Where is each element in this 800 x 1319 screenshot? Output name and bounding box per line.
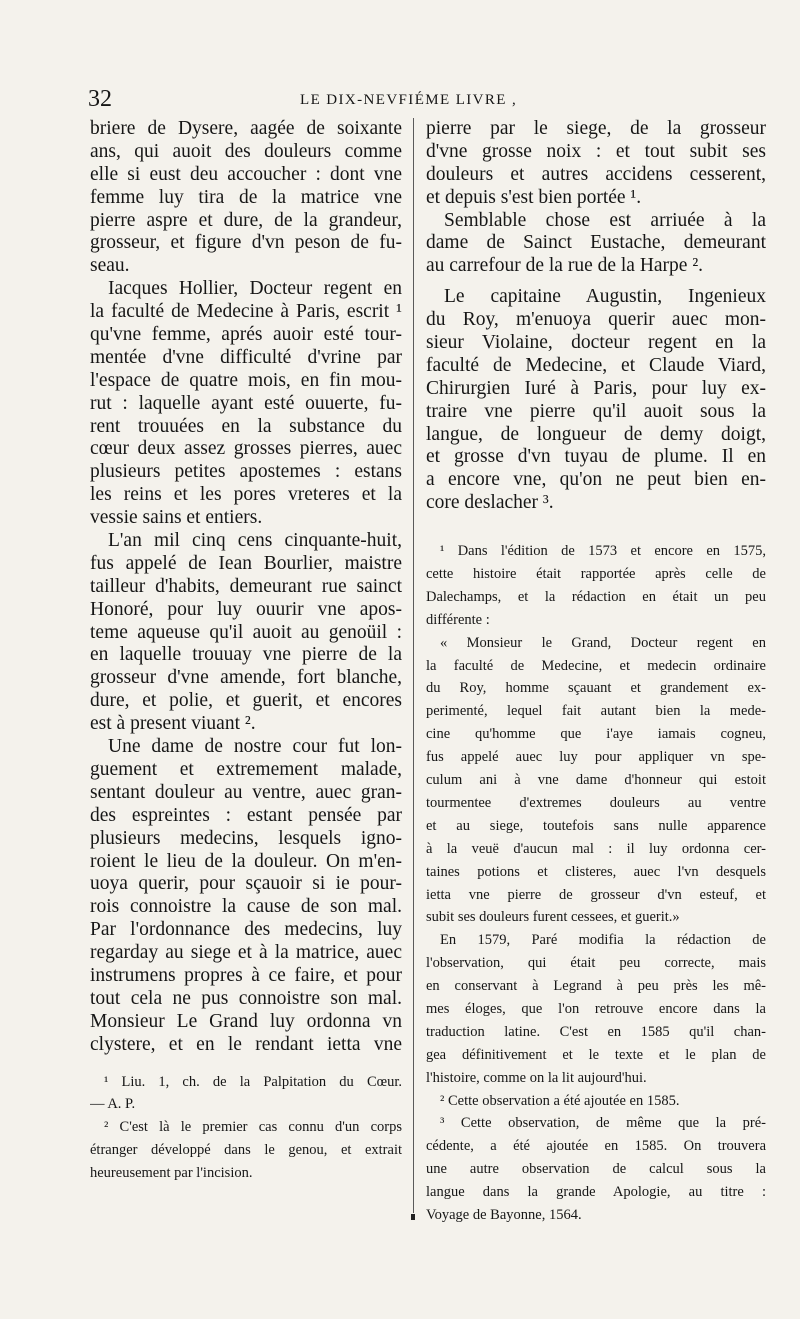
- text-line: seau.: [90, 255, 130, 277]
- text-line: clystere, et en le rendant ietta vne: [90, 1033, 402, 1055]
- footnote-line: tourmentee d'extremes douleurs au ventre: [426, 794, 766, 811]
- text-line: d'vne grosse noix : et tout subit ses: [426, 140, 766, 162]
- text-line: plusieurs petites apostemes : estans: [90, 461, 402, 483]
- footnote-line: langue dans la grande Apologie, au titre :: [426, 1184, 766, 1201]
- text-line: core deslacher ³.: [426, 492, 554, 514]
- right-body-text: [426, 118, 766, 515]
- text-line: pierre aspre et dure, de la grandeur,: [90, 209, 402, 231]
- text-line: Monsieur Le Grand luy ordonna vn: [90, 1010, 402, 1032]
- text-line: grosseur d'vne amende, fort blanche,: [90, 667, 402, 689]
- text-line: uoya querir, pour sçauoir si ie pour-: [90, 873, 402, 895]
- text-line: rut : laquelle ayant esté ouuerte, fu-: [90, 392, 402, 414]
- footnote-line: — A. P.: [90, 1096, 136, 1113]
- text-line: tout cela ne pus connoistre son mal.: [90, 987, 402, 1009]
- footnote-line: « Monsieur le Grand, Docteur regent en: [440, 634, 766, 651]
- text-line: guement et extremement malade,: [90, 758, 402, 780]
- right-footnotes: [426, 540, 766, 1227]
- footnote-line: culum ani à vne dame d'honneur qui estoit: [426, 772, 766, 789]
- text-line: plusieurs medecins, lesquels igno-: [90, 827, 402, 849]
- footnote-line: ¹ Dans l'édition de 1573 et encore en 1575,: [440, 543, 766, 560]
- text-line: grosseur, et figure d'vn peson de fu-: [90, 232, 402, 254]
- text-line: Une dame de nostre cour fut lon-: [108, 736, 402, 758]
- footnote-line: du Roy, homme sçauant et grandement ex-: [426, 680, 766, 697]
- text-line: des espreintes : estant pensée par: [90, 804, 402, 826]
- text-line: instrumens propres à ce faire, et pour: [90, 964, 402, 986]
- text-line: femme luy tira de la matrice vne: [90, 186, 402, 208]
- text-line: rois connoistre la cause de son mal.: [90, 896, 402, 918]
- footnote-line: et au siege, toutefois sans nulle apparence: [426, 817, 766, 834]
- footnote-line: heureusement par l'incision.: [90, 1165, 253, 1182]
- footnote-line: ietta vne pierre de grosseur d'vn esteuf, et: [426, 886, 766, 903]
- text-line: Iacques Hollier, Docteur regent en: [108, 278, 402, 300]
- footnote-line: Voyage de Bayonne, 1564.: [426, 1206, 582, 1223]
- footnote-line: la faculté de Medecine, et medecin ordinaire: [426, 657, 766, 674]
- right-column: [426, 118, 766, 1227]
- text-line: elle si eust deu accoucher : dont vne: [90, 163, 402, 185]
- text-line: la faculté de Medecine à Paris, escrit ¹: [90, 301, 402, 323]
- text-line: douleurs et autres accidens cesserent,: [426, 163, 766, 185]
- text-line: dame de Sainct Eustache, demeurant: [426, 232, 766, 254]
- footnote-line: cette histoire était rapportée après celle de: [426, 566, 766, 583]
- left-body-text: [90, 118, 402, 1057]
- text-line: sentant douleur au ventre, auec gran-: [90, 781, 402, 803]
- left-footnotes: [90, 1071, 402, 1185]
- running-head: LE DIX-NEVFIÉME LIVRE ,: [300, 92, 518, 108]
- footnote-line: cédente, a été ajoutée en 1585. On trouvera: [426, 1138, 766, 1155]
- footnote-line: à la veuë d'aucun mal : il luy ordonna cer-: [426, 840, 766, 857]
- bottom-mark: [411, 1214, 415, 1220]
- text-line: traire vne pierre qu'il auoit sous la: [426, 400, 766, 422]
- left-column: [90, 118, 402, 1185]
- footnote-line: différente :: [426, 611, 490, 628]
- text-line: cœur deux assez grosses pierres, auec: [90, 438, 402, 460]
- text-line: L'an mil cinq cens cinquante-huit,: [108, 530, 402, 552]
- text-line: faculté de Medecine, et Claude Viard,: [426, 354, 766, 376]
- footnote-line: étranger développé dans le genou, et extrait: [90, 1142, 402, 1159]
- text-line: mentée d'vne difficulté d'vrine par: [90, 346, 402, 368]
- text-line: les reins et les pores vreteres et la: [90, 484, 402, 506]
- page-header: [88, 86, 700, 116]
- footnote-line: ¹ Liu. 1, ch. de la Palpitation du Cœur.: [104, 1073, 402, 1090]
- text-line: langue, de longueur de demy doigt,: [426, 423, 766, 445]
- text-line: au carrefour de la rue de la Harpe ².: [426, 255, 704, 277]
- footnote-line: une autre observation de calcul sous la: [426, 1161, 766, 1178]
- text-line: en laquelle trouuay vne pierre de la: [90, 644, 402, 666]
- text-line: vessie sains et entiers.: [90, 507, 263, 529]
- footnote-line: gea définitivement et le texte et le plan de: [426, 1046, 766, 1063]
- text-line: rent trouuées en la substance du: [90, 415, 402, 437]
- text-line: regarday au siege et à la matrice, auec: [90, 942, 402, 964]
- text-line: Semblable chose est arriuée à la: [444, 209, 766, 231]
- text-line: dure, et polie, et guerit, et encores: [90, 690, 402, 712]
- footnote-line: Dalechamps, et la rédaction en était un peu: [426, 588, 766, 605]
- footnote-line: En 1579, Paré modifia la rédaction de: [440, 932, 766, 949]
- text-line: est à present viuant ².: [90, 713, 256, 735]
- text-line: Le capitaine Augustin, Ingenieux: [444, 286, 766, 308]
- text-line: du Roy, m'enuoya querir auec mon-: [426, 309, 766, 331]
- footnote-line: perimenté, lequel fait autant bien la mede-: [426, 703, 766, 720]
- text-line: qu'vne femme, aprés auoir esté tour-: [90, 324, 402, 346]
- footnote-line: en conservant à Legrand à peu près les mê-: [426, 978, 766, 995]
- text-line: et depuis s'est bien portée ¹.: [426, 186, 642, 208]
- footnote-line: cine qu'homme que i'aye iamais cogneu,: [426, 726, 766, 743]
- footnote-line: l'histoire, comme on la lit aujourd'hui.: [426, 1069, 647, 1086]
- text-line: a encore vne, qu'on ne peut bien en-: [426, 469, 766, 491]
- column-rule: [413, 118, 414, 1213]
- footnote-line: traduction latine. C'est en 1585 qu'il chan-: [426, 1023, 766, 1040]
- footnote-line: subit ses douleurs furent cessees, et guerit.»: [426, 909, 680, 926]
- text-line: Honoré, pour luy ouurir vne apos-: [90, 598, 402, 620]
- text-line: fus appelé de Iean Bourlier, maistre: [90, 552, 402, 574]
- text-line: sieur Violaine, docteur regent en la: [426, 332, 766, 354]
- text-line: teme aqueuse qu'il auoit au genoüil :: [90, 621, 402, 643]
- text-line: pierre par le siege, de la grosseur: [426, 118, 766, 139]
- text-line: et grosse d'vn tuyau de plume. Il en: [426, 446, 766, 468]
- footnote-line: ² C'est là le premier cas connu d'un corps: [104, 1119, 402, 1136]
- text-line: l'espace de quatre mois, en fin mou-: [90, 369, 402, 391]
- text-line: Chirurgien Iuré à Paris, pour luy ex-: [426, 377, 766, 399]
- footnote-line: ² Cette observation a été ajoutée en 1585.: [440, 1092, 680, 1109]
- footnote-line: taines potions et clisteres, auec l'vn desquels: [426, 863, 766, 880]
- footnote-line: mes éloges, que l'on retrouve encore dans la: [426, 1000, 766, 1017]
- footnote-line: l'observation, qui était peu correcte, mais: [426, 955, 766, 972]
- footnote-line: fus appelé auec luy pour appliquer vn spe-: [426, 749, 766, 766]
- page-number: 32: [88, 86, 112, 112]
- text-line: ans, qui auoit des douleurs comme: [90, 140, 402, 162]
- footnote-line: ³ Cette observation, de même que la pré-: [440, 1115, 766, 1132]
- text-line: tailleur d'habits, demeurant rue sainct: [90, 575, 402, 597]
- text-line: roient le lieu de la douleur. On m'en-: [90, 850, 402, 872]
- text-line: briere de Dysere, aagée de soixante: [90, 118, 402, 139]
- text-line: Par l'ordonnance des medecins, luy: [90, 919, 402, 941]
